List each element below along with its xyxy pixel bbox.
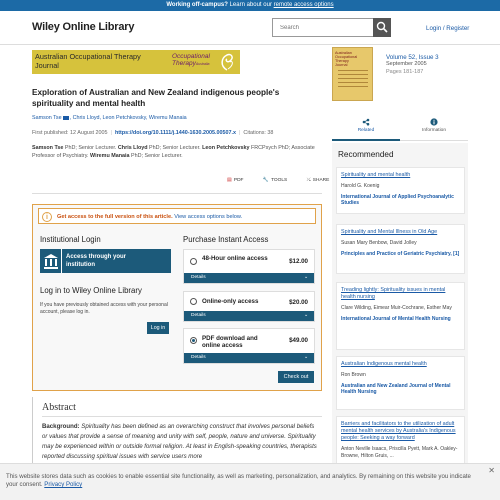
citations-count[interactable]: Citations: 38 [243, 130, 274, 136]
sidebar-tabs [332, 115, 468, 141]
share-label: SHARE [312, 178, 330, 183]
volume-issue-link[interactable]: Volume 52, Issue 3 [386, 54, 439, 61]
recommended-heading: Recommended [338, 150, 394, 159]
cover-title [335, 51, 357, 67]
recommended-authors: Susan Mary Benbow, David Jolley [341, 240, 417, 246]
privacy-policy-link[interactable]: Privacy Policy [44, 481, 83, 488]
abstract-section [32, 397, 322, 467]
option-radio[interactable] [190, 298, 197, 305]
chevron-down-icon: ⌄ [303, 313, 308, 318]
issue-info [386, 54, 439, 76]
purchase-option-pdf[interactable] [183, 328, 315, 364]
issue-pages: Pages 181-187 [386, 68, 424, 75]
journal-banner-logo [168, 50, 240, 74]
close-icon[interactable]: ✕ [488, 466, 495, 475]
option-name: Online-only access [202, 298, 259, 305]
journal-swirl-icon [218, 52, 236, 72]
institution-access-button[interactable] [40, 249, 171, 273]
doi-link[interactable]: https://doi.org/10.1111/j.1440-1630.2005.00507.x [114, 130, 237, 136]
author-link[interactable]: Leon Petchkovsky [102, 115, 146, 121]
option-details-toggle[interactable] [184, 353, 314, 363]
wol-login-title: Log in to Wiley Online Library [40, 286, 142, 295]
details-label: Details [191, 313, 206, 318]
info-icon [430, 118, 438, 126]
author-link[interactable]: Wiremu Manaia [148, 115, 187, 121]
cookie-text [6, 473, 476, 489]
bank-icon [40, 249, 62, 273]
email-icon[interactable] [63, 116, 69, 120]
checkout-button[interactable]: Check out [278, 371, 314, 383]
cover-title-line: Therapy [335, 59, 349, 63]
published-date: First published: 12 August 2005 [32, 130, 108, 136]
option-radio-selected[interactable] [190, 337, 197, 344]
wrench-icon: 🔧 [262, 178, 269, 183]
option-name: 48-Hour online access [202, 255, 268, 262]
publication-info: First published: 12 August 2005 | https://doi.org/10.1111/j.1440-1630.2005.00507.x | Citations: 38 [32, 130, 274, 136]
tab-information-label: Information [422, 128, 446, 133]
journal-banner-title [32, 50, 168, 74]
institutional-login-title: Institutional Login [40, 235, 101, 244]
affiliation-role: PhD; Senior Lecturer. [63, 145, 118, 151]
recommended-item [336, 356, 465, 410]
author-list: Samson Tse , Chris Lloyd, Leon Petchkovsky, Wiremu Manaia [32, 115, 187, 121]
cover-decoration [338, 70, 368, 94]
cookie-banner [0, 463, 500, 500]
related-icon [362, 118, 370, 126]
option-details-toggle[interactable] [184, 311, 314, 321]
purchase-option-48h[interactable] [183, 249, 315, 284]
access-notice [38, 208, 316, 224]
site-logo[interactable]: Wiley Online Library [32, 21, 135, 33]
login-button[interactable]: Log in [147, 322, 169, 334]
access-options-link[interactable]: View access options below. [174, 213, 243, 220]
affiliation-role: PhD; Senior Lecturer. [129, 152, 183, 159]
recommended-authors: Harold G. Koenig [341, 183, 380, 189]
option-price: $49.00 [289, 337, 308, 344]
search-icon [376, 21, 388, 33]
cookie-message: This website stores data such as cookies to enable essential site functionality, as well as marketing, personalization, and analytics. By remaining on this website you indicate your consent. [6, 473, 471, 488]
option-price: $12.00 [289, 258, 308, 265]
pdf-button[interactable] [227, 178, 253, 183]
recommended-item [336, 167, 465, 214]
affiliation-name: Wiremu Manaia [90, 152, 130, 159]
pdf-icon: ▤ [227, 178, 232, 183]
recommended-authors: Anton Neville Isaacs, Priscilla Pyett, Mark A. Oakley-Browne, Hilton Gruis, ... [341, 446, 458, 459]
details-label: Details [191, 355, 206, 360]
divider [32, 193, 322, 194]
journal-banner-line2: Journal [35, 61, 59, 70]
remote-access-link[interactable]: remote access options [273, 2, 334, 8]
cover-title-line: Occupational [335, 55, 358, 59]
journal-logo-line1: Occupational [172, 53, 210, 60]
share-icon: ⤯ [306, 178, 311, 183]
author-affiliations [32, 145, 322, 160]
affiliation-name: Chris Lloyd [117, 145, 148, 151]
remote-access-text: Learn about our [227, 2, 274, 8]
recommended-journal[interactable]: International Journal of Applied Psychoanalytic Studies [341, 193, 454, 207]
tools-button[interactable] [263, 178, 296, 183]
details-label: Details [191, 275, 206, 280]
article-tools [227, 177, 347, 183]
journal-logo-line2: Therapy [172, 60, 196, 67]
journal-logo-small: Australia [195, 62, 210, 66]
recommended-title-link[interactable]: Spirituality and Mental Illness in Old Age [341, 229, 438, 235]
journal-banner[interactable] [32, 50, 240, 74]
recommended-panel [332, 143, 468, 500]
purchase-title: Purchase Instant Access [183, 235, 269, 244]
login-register-link[interactable]: Login / Register [426, 25, 470, 32]
divider [42, 416, 322, 417]
remote-access-bar [0, 0, 500, 11]
chevron-down-icon: ⌄ [303, 355, 308, 360]
journal-cover-thumbnail[interactable] [332, 47, 373, 101]
recommended-authors: Ron Brown [341, 372, 366, 378]
recommended-title-link[interactable]: Australian Indigenous mental health [341, 361, 427, 367]
institution-button-line2: institution [66, 261, 95, 268]
affiliation-name: Samson Tse [32, 145, 64, 151]
abstract-label: Background: [42, 423, 80, 430]
option-radio[interactable] [190, 258, 197, 265]
access-options-panel [32, 204, 322, 391]
tab-related-label: Related [357, 128, 375, 133]
option-price: $20.00 [289, 299, 308, 306]
journal-logo-text [172, 53, 210, 68]
cover-title-line: Australian [335, 51, 352, 55]
purchase-option-online[interactable] [183, 291, 315, 322]
affiliation-name: Leon Petchkovsky [202, 145, 250, 151]
cover-title-line: Journal [335, 63, 348, 67]
author-link[interactable]: Chris Lloyd [72, 115, 100, 121]
search-input[interactable] [273, 19, 373, 36]
recommended-authors: Clare Wilding, Eimear Muir-Cochrane, Esther May [341, 305, 452, 311]
chevron-down-icon: ⌄ [303, 275, 308, 280]
pdf-label: PDF [233, 178, 244, 183]
author-link[interactable]: Samson Tse [32, 115, 62, 121]
recommended-title-link[interactable]: Treading lightly: Spirituality issues in mental health nursing [341, 287, 446, 300]
institution-button-line1: Access through your [66, 254, 127, 260]
affiliation-role: PhD; Senior Lecturer. [147, 145, 203, 151]
search-box [272, 18, 391, 37]
article-title: Exploration of Australian and New Zealand indigenous people's spirituality and mental health [32, 88, 280, 108]
tools-label: TOOLS [271, 178, 288, 183]
recommended-journal[interactable]: Australian and New Zealand Journal of Mental Health Nursing [341, 382, 451, 396]
abstract-text [42, 422, 318, 462]
site-header [0, 11, 500, 45]
remote-access-bold: Working off-campus? [166, 2, 228, 8]
recommended-item [336, 282, 465, 350]
recommended-journal[interactable]: Principles and Practice of Geriatric Psychiatry, [1] [341, 250, 460, 257]
recommended-title-link[interactable]: Barriers and facilitators to the utilization of adult mental health services by Australia's Indigenous people: Seeking a way forward [341, 421, 456, 441]
abstract-heading: Abstract [42, 402, 76, 413]
tab-related[interactable] [332, 115, 400, 141]
option-details-toggle[interactable] [184, 273, 314, 283]
abstract-body: Spirituality has been defined as an overarching construct that involves personal beliefs or values that provide a sense of meaning and unity with self, people, nature and universe. Spirituality may be experienced within or outside formal religion. At least in English-speaking countries, therapists reported discussing spiritual issues with service users more [42, 423, 317, 460]
tab-information[interactable] [400, 115, 468, 141]
affiliation-role: FRCPsych PhD; Associate Professor of Psychiatry. [32, 145, 315, 159]
recommended-journal[interactable]: International Journal of Mental Health Nursing [341, 315, 451, 322]
wol-login-text: If you have previously obtained access with your personal account, please log in. [40, 302, 168, 315]
info-icon: i [42, 212, 52, 222]
access-notice-bold: Get access to the full version of this article. [57, 213, 173, 220]
search-button[interactable] [373, 18, 391, 37]
option-name: PDF download and online access [202, 335, 258, 349]
issue-date: September 2005 [386, 61, 427, 68]
recommended-item [336, 224, 465, 274]
journal-banner-line1: Australian Occupational Therapy [35, 52, 141, 61]
recommended-title-link[interactable]: Spirituality and mental health [341, 172, 411, 178]
